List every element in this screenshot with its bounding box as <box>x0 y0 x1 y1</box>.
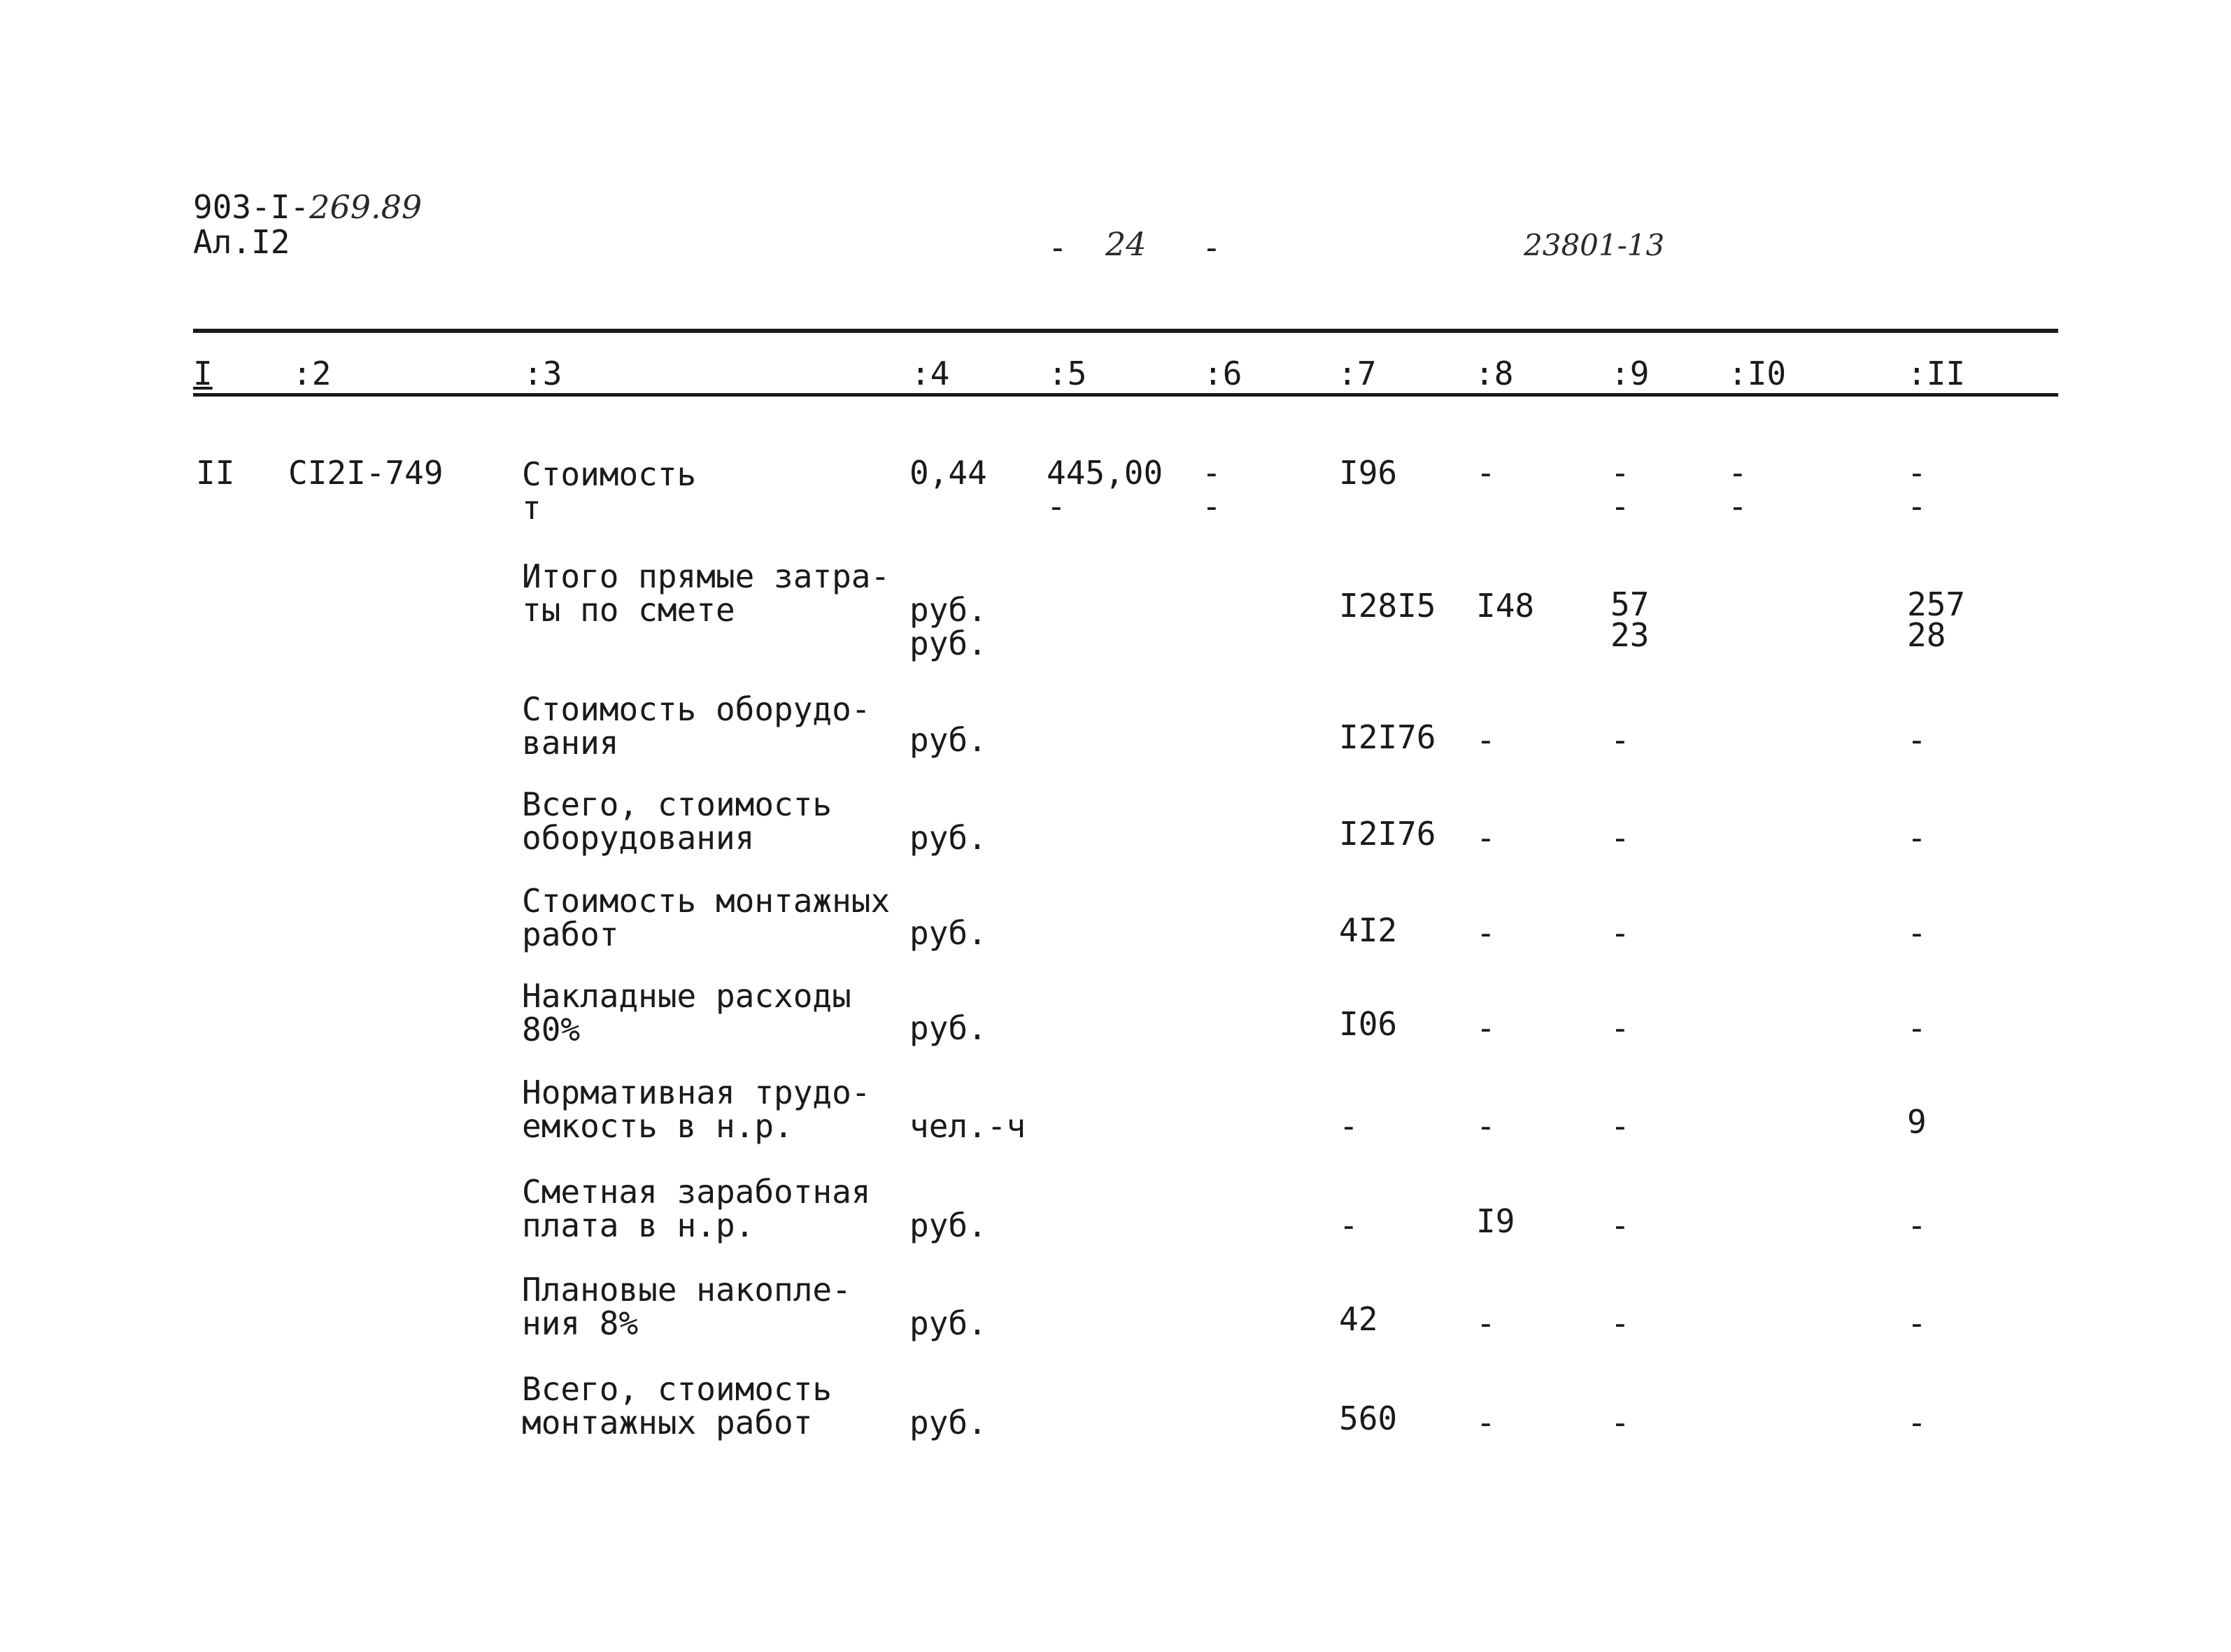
row-unit: чел.-ч <box>909 1107 1026 1145</box>
row-col9 <box>1610 585 1650 654</box>
row-col7: 4I2 <box>1339 911 1398 949</box>
row-col7: I28I5 <box>1339 587 1436 625</box>
row-col8: I48 <box>1476 587 1535 625</box>
row-col11-line: 28 <box>1907 616 1946 654</box>
row-price <box>1047 456 1163 523</box>
row-name-line: Всего, стоимость <box>522 1370 833 1408</box>
row-col11-line: - <box>1907 454 1927 492</box>
row-col8: - <box>1476 1107 1496 1145</box>
row-price-dash: - <box>1047 487 1066 525</box>
row-col7: 42 <box>1339 1300 1378 1338</box>
row-col7: I06 <box>1339 1005 1398 1043</box>
row-col7: - <box>1339 1107 1359 1145</box>
album-number: Ал.I2 <box>193 223 290 261</box>
row-col11-line: 257 <box>1907 585 1966 623</box>
row-unit: руб. <box>909 1304 987 1342</box>
row-name-line: 80% <box>522 1011 581 1048</box>
column-header-2: :2 <box>292 355 332 392</box>
row-col11: - <box>1907 1404 1927 1441</box>
row-col9: - <box>1610 721 1630 759</box>
row-name <box>522 1372 832 1439</box>
row-col7: I96 <box>1339 454 1398 492</box>
row-col10-line: - <box>1728 487 1748 525</box>
column-header-3: :3 <box>523 355 562 392</box>
row-name-line: Всего, стоимость <box>522 785 833 823</box>
row-col7: I2I76 <box>1339 718 1436 756</box>
row-col9: - <box>1610 1404 1630 1441</box>
document-number: 23801-13 <box>1524 228 1665 262</box>
row-unit: руб. <box>909 1009 987 1047</box>
row-unit: руб. <box>909 819 987 857</box>
row-name-line: Итого прямые затра- <box>522 557 891 595</box>
row-name <box>522 557 891 629</box>
row-col9: - <box>1610 1009 1630 1047</box>
row-name <box>522 1175 871 1242</box>
column-header-7: :7 <box>1338 355 1377 392</box>
row-name-line: Накладные расходы <box>522 977 851 1015</box>
row-col11: - <box>1907 914 1927 952</box>
row-col7: - <box>1339 1206 1359 1244</box>
row-col11 <box>1907 456 1927 523</box>
row-col11: - <box>1907 1009 1927 1047</box>
row-name-line: Стоимость оборудо- <box>522 690 871 728</box>
row-unit <box>909 593 987 660</box>
row-name <box>522 1273 851 1340</box>
row-col10-line: - <box>1728 454 1748 492</box>
row-name-line: плата в н.р. <box>522 1206 755 1244</box>
row-name-line: Стоимость <box>522 455 697 493</box>
row-col11: - <box>1907 1206 1927 1244</box>
row-col9: - <box>1610 1304 1630 1342</box>
designation-handwritten: 269.89 <box>309 188 423 226</box>
row-price-value: 445,00 <box>1047 454 1163 492</box>
row-col7: 560 <box>1339 1400 1398 1437</box>
row-quantity: 0,44 <box>909 454 987 492</box>
row-col8: - <box>1476 1009 1496 1047</box>
row-unit: руб. <box>909 721 987 759</box>
row-name <box>522 785 833 857</box>
row-name-line: Сметная заработная <box>522 1173 871 1211</box>
column-header-1: I <box>193 355 213 392</box>
column-header-8: :8 <box>1475 355 1514 392</box>
column-header-5: :5 <box>1048 355 1087 392</box>
row-name-line: емкость в н.р. <box>522 1107 793 1145</box>
row-col7: I2I76 <box>1339 815 1436 853</box>
row-name-line: работ <box>522 916 619 953</box>
row-col9: - <box>1610 1206 1630 1244</box>
row-name-line: оборудования <box>522 819 755 857</box>
page-dash-right: - <box>1202 229 1221 266</box>
column-header-6: :6 <box>1203 355 1242 392</box>
row-col8: - <box>1476 819 1496 857</box>
row-col8: I9 <box>1476 1202 1515 1240</box>
row-name-line: ния 8% <box>522 1304 639 1342</box>
row-col11: - <box>1907 721 1927 759</box>
row-name <box>522 884 890 951</box>
row-unit-line: руб. <box>909 591 987 629</box>
column-header-11: :II <box>1907 355 1966 392</box>
row-col9: - <box>1610 914 1630 952</box>
row-col9-line: 57 <box>1610 585 1650 623</box>
row-col8: - <box>1476 1404 1496 1441</box>
row-col11 <box>1907 585 1966 654</box>
row-col6 <box>1202 456 1221 523</box>
row-col8: - <box>1476 721 1496 759</box>
row-name <box>522 979 851 1046</box>
header-top-rule <box>193 329 2058 333</box>
row-col10 <box>1728 456 1748 523</box>
row-unit: руб. <box>909 1404 987 1441</box>
row-col6-line: - <box>1202 487 1221 525</box>
row-name-line: монтажных работ <box>522 1404 813 1441</box>
row-unit: руб. <box>909 1206 987 1244</box>
row-col8: - <box>1476 914 1496 952</box>
row-name-line: Плановые накопле- <box>522 1271 851 1309</box>
column-header-4: :4 <box>911 355 950 392</box>
row-col8: - <box>1476 1304 1496 1342</box>
row-col9 <box>1610 456 1630 523</box>
row-name-line: Нормативная трудо- <box>522 1074 871 1111</box>
row-col9-line: - <box>1610 487 1630 525</box>
row-code: CI2I-749 <box>288 454 444 492</box>
row-name <box>522 1076 871 1143</box>
designation-prefix: 903-I- <box>193 188 310 226</box>
row-col9-line: - <box>1610 454 1630 492</box>
row-col8: - <box>1476 454 1496 492</box>
row-col9: - <box>1610 1107 1630 1145</box>
row-col6-line: - <box>1202 454 1221 492</box>
row-col11: 9 <box>1907 1103 1927 1141</box>
header-bottom-rule <box>193 393 2058 397</box>
row-name <box>522 457 696 525</box>
page-number: 24 <box>1105 225 1147 263</box>
row-position: II <box>196 454 235 492</box>
column-header-10: :I0 <box>1728 355 1787 392</box>
row-col9: - <box>1610 819 1630 857</box>
row-name-line: Стоимость монтажных <box>522 882 891 920</box>
row-name-line: вания <box>522 724 619 762</box>
row-unit-line: руб. <box>909 625 987 662</box>
row-col11: - <box>1907 1304 1927 1342</box>
row-name <box>522 692 871 760</box>
row-col11: - <box>1907 819 1927 857</box>
row-col11-line: - <box>1907 487 1927 525</box>
row-name-line: т <box>522 489 541 527</box>
designation-code <box>193 190 422 224</box>
page-dash-left: - <box>1048 229 1068 266</box>
row-name-line: ты по смете <box>522 591 735 629</box>
row-unit: руб. <box>909 914 987 952</box>
column-header-9: :9 <box>1610 355 1650 392</box>
row-col9-line: 23 <box>1610 616 1650 654</box>
